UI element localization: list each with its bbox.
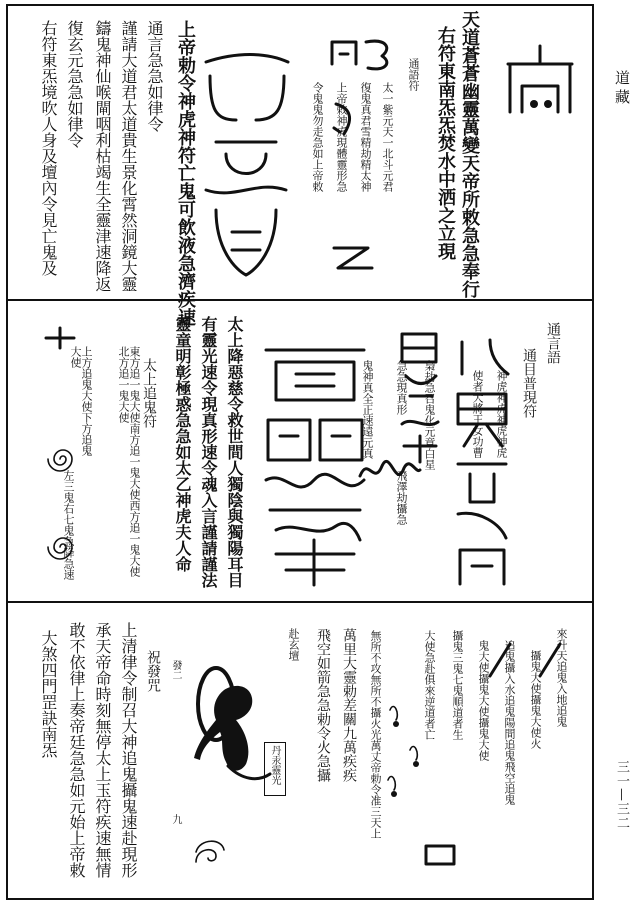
box-mark (420, 840, 460, 868)
s1-col-9: 通言急急如律令 (145, 20, 164, 132)
s2-col-11: 靈童明彰極惑急急如太乙神虎夫人命 (173, 316, 192, 572)
s1-col-11: 鑄鬼神仙喉閘咽利枯竭生全靈津速降返 (93, 20, 112, 292)
s1-col-7: 令鬼鬼勿走急如上帝敕 (311, 82, 324, 192)
s2-col-13: 東方追一鬼大使南方追一鬼大使西方追一鬼大使北方追一鬼大使 (117, 346, 141, 577)
s3-col-12: 上清律令制召大神追鬼攝鬼速赴現形 (119, 622, 138, 878)
divider-upper (6, 299, 594, 301)
s1-col-1: 天道蒼蒼幽靈萬變天帝所敕急急奉行 (459, 10, 480, 298)
s2-col-14: 上方追鬼大使下方追鬼大使 (69, 346, 93, 456)
s1-col-12: 復玄元急急如律令 (65, 20, 84, 148)
s3-col-4: 鬼大使攝鬼大使攝鬼大使 (477, 640, 490, 761)
cloud-swirl-icon (190, 832, 230, 872)
s1-col-8: 上帝勅令神虎神符亡鬼可飲液急濟疾速 (175, 20, 196, 326)
s2-col-3: 神虎神虎神虎神虎 (495, 370, 508, 458)
s2-col-8: 鬼神真全正速遠元真 (361, 360, 374, 459)
s3-col-13: 承天帝命時刻無停太上玉符疾速無情 (93, 622, 112, 878)
talisman-seal-glyph-right (450, 334, 514, 594)
s2-col-9: 太上降惡慈令救世間人獨陰與獨陽耳目 (225, 316, 244, 588)
s2-col-6: 急急現真形 (395, 360, 408, 415)
s2-col-12: 太上追鬼符 (141, 358, 157, 428)
s2-col-1: 通言語 (545, 322, 561, 364)
s1-col-6: 上帝敕神虎現體靈形急 (335, 82, 348, 192)
s3-col-8: 萬里大靈勅差關九萬疾疾 (341, 628, 357, 782)
talisman-seal-glyph-tall (196, 50, 296, 285)
divider-lower (6, 601, 594, 603)
s3-col-10: 赴玄壇 (287, 628, 300, 661)
s3-col-1: 來升天追鬼入地追鬼 (555, 628, 568, 727)
margin-label-top: 道藏 (613, 70, 631, 108)
s1-col-3: 通語符 (407, 58, 420, 91)
s3-col-7: 無所不攻無所不攝火光萬丈帝勅令准三天上 (369, 630, 382, 839)
s3-col-2: 攝鬼大使攝鬼大使火 (529, 650, 542, 749)
s1-col-5: 復鬼真君雪精劫精太神 (359, 82, 372, 192)
talisman-small-glyph (326, 34, 396, 74)
talisman-z-glyph (328, 240, 378, 274)
s3-col-5: 攝鬼三鬼七鬼順道者生 (451, 630, 464, 740)
s3-col-6: 大使急赴俱來逆道者亡 (423, 630, 436, 740)
s2-col-4: 使者大將王女功曹 (471, 370, 484, 458)
margin-page-number: 三一—三二 (614, 760, 629, 830)
spiral-icon-1 (48, 444, 78, 474)
s3-mark-2: 九 (170, 814, 181, 824)
s1-col-4: 太一紫元天一北斗元君 (381, 82, 394, 192)
s1-col-13: 右符東炁境吹人身及壇內令見亡鬼及 (39, 20, 58, 276)
s3-col-14: 敢不依律上奏帝廷急急如元始上帝敕 (67, 622, 86, 878)
s1-col-10: 謹請大道君太道貴生景化霄然洞鏡大靈 (119, 20, 138, 292)
slash-marks (480, 640, 570, 680)
s2-col-2: 通目普現符 (521, 348, 537, 418)
s2-col-5: 梟劫急召鬼化元章白星 (423, 360, 436, 470)
s2-col-10: 有靈光速令現真形速令魂入言謹請謹法 (199, 316, 218, 588)
talisman-small-column (396, 326, 446, 466)
s1-col-2: 右符東南炁炁焚水中洒之立現 (435, 26, 456, 260)
s3-col-15: 大煞四門罡訣南炁 (39, 630, 58, 758)
talisman-hook-glyph (330, 98, 360, 138)
s3-col-11: 祝發咒 (145, 650, 161, 692)
talisman-cross (40, 324, 80, 352)
demon-figure-icon (186, 654, 276, 794)
s3-mark-1: 發二 (170, 660, 181, 680)
talisman-scribble (354, 446, 424, 496)
s2-col-7: 飛澤劫攝急 (395, 470, 408, 525)
seal-stamp: 丹汞靈光 (264, 742, 286, 796)
s2-col-15: 左三鬼右七鬼急降急速 (62, 470, 75, 580)
s3-col-3: 追鬼攝入水追鬼陽間追鬼飛空追鬼 (503, 640, 516, 805)
talisman-flame-marks (380, 690, 430, 800)
s3-col-9: 飛空如箭急急勅令火急攝 (315, 628, 331, 782)
talisman-box-glyph (500, 40, 580, 120)
spiral-icon-2 (48, 532, 78, 562)
